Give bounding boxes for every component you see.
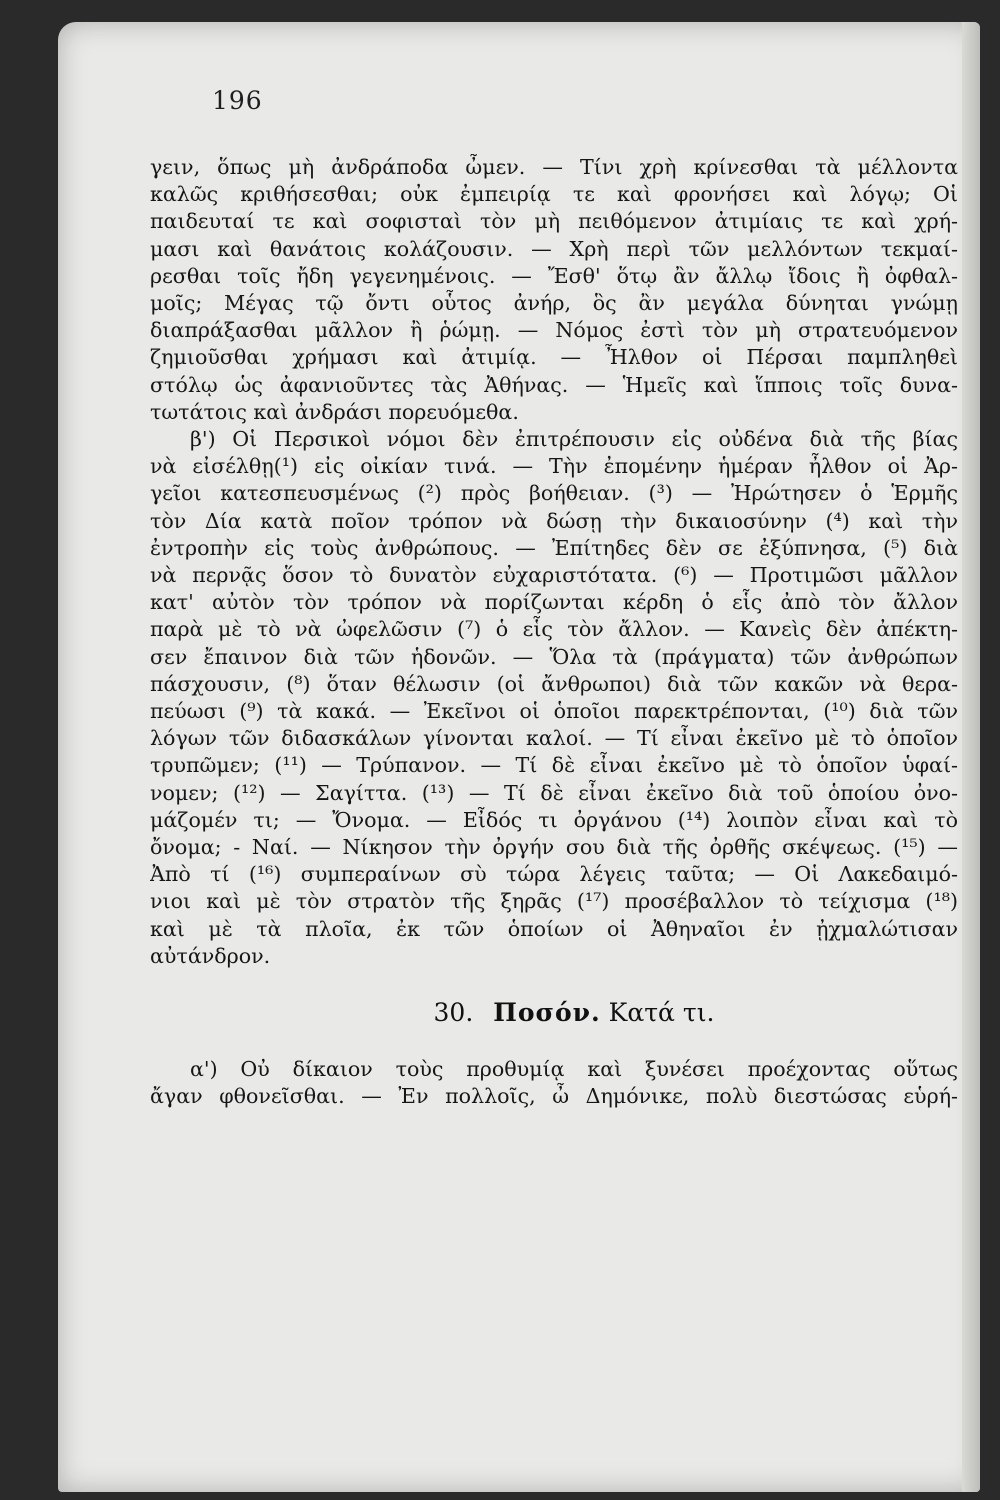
text-line: γεῖοι κατεσπευσμένως (²) πρὸς βοήθειαν. (³) — Ἠρώτησεν ὁ Ἑρμῆς <box>150 481 958 506</box>
text-line: καλῶς κριθήσεσθαι; οὐκ ἐμπειρίᾳ τε καὶ φρονήσει καὶ λόγῳ; Οἱ <box>150 182 958 207</box>
section-heading <box>150 970 958 1056</box>
text-line: λόγων τῶν διδασκάλων γίνονται καλοί. — Τί εἶναι ἐκεῖνο μὲ τὸ ὁποῖον <box>150 726 958 751</box>
text-line: ὄνομα; - Ναί. — Νίκησον τὴν ὀργήν σου διὰ τῆς ὀρθῆς σκέψεως. (¹⁵) — <box>150 835 958 860</box>
text-line: παιδευταί τε καὶ σοφισταὶ τὸν μὴ πειθόμενον ἀτιμίαις τε καὶ χρή- <box>150 209 958 234</box>
text-line: τρυπῶμεν; (¹¹) — Τρύπανον. — Τί δὲ εἶναι ἐκεῖνο μὲ τὸ ὁποῖον ὑφαί- <box>150 753 958 778</box>
text-line: νιοι καὶ μὲ τὸν στρατὸν τῆς ξηρᾶς (¹⁷) προσέβαλλον τὸ τείχισμα (¹⁸) <box>150 889 958 914</box>
text-line: πάσχουσιν, (⁸) ὅταν θέλωσιν (οἱ ἄνθρωποι) διὰ τῶν κακῶν νὰ θερα- <box>150 671 958 696</box>
text-line: τωτάτοις καὶ ἀνδράσι πορευόμεθα. <box>150 399 519 424</box>
text-line: ζημιοῦσθαι χρήμασι καὶ ἀτιμίᾳ. — Ἦλθον οἱ Πέρσαι παμπληθεὶ <box>150 345 958 370</box>
text-line: ἄγαν φθονεῖσθαι. — Ἐν πολλοῖς, ὦ Δημόνικε, πολὺ διεστώσας εὑρή- <box>150 1084 958 1109</box>
text-line: α') Οὐ δίκαιον τοὺς προθυμίᾳ καὶ ξυνέσει προέχοντας οὕτως <box>190 1057 958 1082</box>
text-line: γειν, ὅπως μὴ ἀνδράποδα ὦμεν. — Τίνι χρὴ κρίνεσθαι τὰ μέλλοντα <box>150 155 958 179</box>
section-title-rest: Κατά τι. <box>608 998 715 1028</box>
section-title-bold: Ποσόν. <box>493 998 601 1028</box>
page-edge <box>962 22 980 1492</box>
text-line: νομεν; (¹²) — Σαγίττα. (¹³) — Τί δὲ εἶναι ἐκεῖνο διὰ τοῦ ὁποίου ὀνο- <box>150 780 958 805</box>
text-line: πεύωσι (⁹) τὰ κακά. — Ἐκεῖνοι οἱ ὁποῖοι παρεκτρέπονται, (¹⁰) διὰ τῶν <box>150 699 958 724</box>
page-text <box>150 154 958 1111</box>
text-line: μασι καὶ θανάτοις κολάζουσιν. — Χρὴ περὶ τῶν μελλόντων τεκμαί- <box>150 236 958 261</box>
paragraph-continuation <box>150 154 958 426</box>
text-line: διαπράξασθαι μᾶλλον ἢ ῥώμῃ. — Νόμος ἐστὶ τὸν μὴ στρατευόμενον <box>150 318 958 343</box>
text-line: στόλῳ ὡς ἀφανιοῦντες τὰς Ἀθήνας. — Ἡμεῖς καὶ ἵπποις τοῖς δυνα- <box>150 372 958 397</box>
paragraph-b <box>150 426 958 970</box>
text-line: μάζομέν τι; — Ὄνομα. — Εἶδός τι ὀργάνου (¹⁴) λοιπὸν εἶναι καὶ τὸ <box>150 807 958 832</box>
text-line: ἐντροπὴν εἰς τοὺς ἀνθρώπους. — Ἐπίτηδες δὲν σε ἐξύπνησα, (⁵) διὰ <box>150 535 958 560</box>
page-number: 196 <box>212 86 263 115</box>
text-line: νὰ εἰσέλθῃ(¹) εἰς οἰκίαν τινά. — Τὴν ἐπομένην ἡμέραν ἦλθον οἱ Ἀρ- <box>150 454 958 479</box>
text-line: κατ' αὐτὸν τὸν τρόπον νὰ πορίζωνται κέρδη ὁ εἷς ἀπὸ τὸν ἄλλον <box>150 590 958 615</box>
text-line: καὶ μὲ τὰ πλοῖα, ἐκ τῶν ὁποίων οἱ Ἀθηναῖοι ἐν ᾐχμαλώτισαν <box>150 916 958 941</box>
text-line: σεν ἔπαινον διὰ τῶν ἡδονῶν. — Ὅλα τὰ (πράγματα) τῶν ἀνθρώπων <box>150 644 958 669</box>
text-line: αὐτάνδρον. <box>150 943 271 968</box>
section-number: 30. <box>433 998 474 1028</box>
text-line: μοῖς; Μέγας τῷ ὄντι οὗτος ἀνήρ, ὃς ἂν μεγάλα δύνηται γνώμῃ <box>150 291 958 316</box>
text-line: τὸν Δία κατὰ ποῖον τρόπον νὰ δώσῃ τὴν δικαιοσύνην (⁴) καὶ τὴν <box>150 508 958 533</box>
book-page <box>58 22 980 1492</box>
text-line: Ἀπὸ τί (¹⁶) συμπεραίνων σὺ τώρα λέγεις ταῦτα; — Οἱ Λακεδαιμό- <box>150 862 958 887</box>
text-line: νὰ περνᾷς ὅσον τὸ δυνατὸν εὐχαριστότατα. (⁶) — Προτιμῶσι μᾶλλον <box>150 563 958 588</box>
text-line: ρεσθαι τοῖς ἤδη γεγενημένοις. — Ἔσθ' ὅτῳ ἂν ἄλλῳ ἴδοις ἢ ὀφθαλ- <box>150 263 958 288</box>
paragraph-a <box>150 1056 958 1110</box>
text-line: β') Οἱ Περσικοὶ νόμοι δὲν ἐπιτρέπουσιν εἰς οὐδένα διὰ τῆς βίας <box>190 427 958 452</box>
text-line: παρὰ μὲ τὸ νὰ ὠφελῶσιν (⁷) ὁ εἷς τὸν ἄλλον. — Κανεὶς δὲν ἀπέκτη- <box>150 617 958 642</box>
